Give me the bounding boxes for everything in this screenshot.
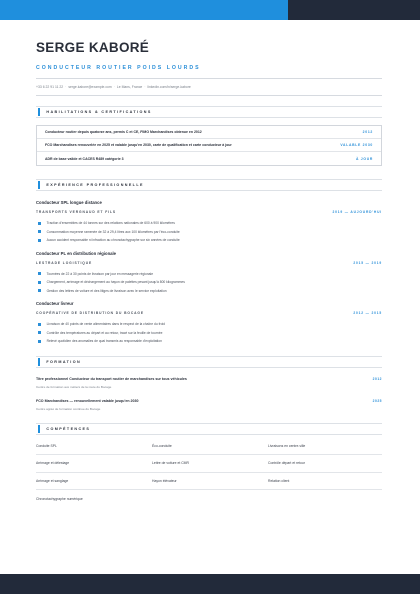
section-header [36, 179, 382, 191]
section-header [36, 423, 382, 435]
bullet-text: Traction d'ensembles de 44 tonnes sur des relations nationales de 600 à 900 kilomètres [46, 221, 175, 226]
skill-item: Livraisons en centre-ville [268, 438, 382, 456]
experience-dates: 2019 — AUJOURD'HUI [332, 210, 382, 214]
experience-section [36, 179, 382, 346]
experience-bullets [38, 270, 382, 296]
skill-item: Lettre de voiture et CMR [152, 455, 268, 473]
education-section [36, 356, 382, 411]
education-year: 2012 [372, 376, 382, 381]
bullet-text: Tournées de 22 à 30 points de livraison par jour en messagerie régionale [46, 271, 154, 276]
education-title: FCO Marchandises — renouvellement valable jusqu'en 2030 [36, 398, 139, 403]
bullet-item [38, 278, 382, 287]
certifications-table [36, 125, 382, 166]
bullet-item [38, 236, 382, 245]
certification-text: FCO Marchandises renouvelée en 2025 et valable jusqu'en 2030, carte de qualification et carte conducteur à jour [45, 143, 232, 147]
experience-entry [36, 301, 382, 346]
square-bullet-icon [38, 340, 41, 343]
bullet-text: Consommation moyenne ramenée de 32 à 29,4 litres aux 100 kilomètres par l'éco-conduite [46, 229, 180, 234]
bottom-dark-band [0, 574, 420, 594]
skills-section [36, 423, 382, 508]
square-bullet-icon [38, 289, 41, 292]
experience-dates: 2015 — 2019 [353, 260, 382, 265]
experience-company: LESTRADE LOGISTIQUE [36, 260, 93, 265]
section-header [36, 106, 382, 118]
experience-role: Conducteur SPL longue distance [36, 200, 102, 205]
certification-text: Conducteur routier depuis quatorze ans, permis C et CE, FIMO Marchandises obtenue en 2012 [45, 130, 202, 134]
section-accent-mark [38, 358, 40, 366]
experience-entry [36, 200, 382, 245]
bullet-item [38, 228, 382, 237]
skill-item: Chronotachygraphe numérique [36, 496, 83, 501]
square-bullet-icon [38, 331, 41, 334]
education-entry [36, 399, 382, 411]
experience-bullets [38, 219, 382, 245]
section-title: FORMATION [46, 359, 82, 364]
certification-row [37, 152, 381, 165]
certification-row [37, 126, 381, 139]
square-bullet-icon [38, 272, 41, 275]
education-year: 2025 [372, 398, 382, 403]
top-color-band [0, 0, 420, 20]
certification-date: À JOUR [355, 156, 373, 161]
top-accent-band [0, 0, 288, 20]
skill-item: Hayon élévateur [152, 473, 268, 491]
certification-date: VALABLE 2030 [340, 143, 373, 147]
skill-item: Contrôle départ et retour [268, 455, 382, 473]
education-header [36, 399, 382, 403]
bullet-item [38, 329, 382, 338]
certification-date: 2012 [362, 130, 373, 134]
certifications-section [36, 106, 382, 166]
bullet-item [38, 287, 382, 296]
skill-item: Éco-conduite [152, 438, 268, 456]
section-header [36, 356, 382, 368]
section-title: HABILITATIONS & CERTIFICATIONS [46, 110, 152, 114]
certification-text: ADR de base valide et CACES R489 catégorie 3 [45, 156, 124, 161]
experience-meta [36, 311, 382, 315]
square-bullet-icon [38, 222, 41, 225]
bullet-text: Chargement, arrimage et déchargement au hayon de palettes pesant jusqu'à 800 kilogrammes [46, 280, 185, 285]
experience-role: Conducteur PL en distribution régionale [36, 250, 116, 256]
education-title: Titre professionnel Conducteur du transport routier de marchandises sur tous véhicules [36, 376, 187, 381]
bullet-text: Aucun accident responsable ni infraction au chronotachygraphe sur six années de conduite [46, 238, 180, 243]
divider [36, 95, 382, 96]
divider [36, 78, 382, 79]
bullet-item [38, 270, 382, 279]
square-bullet-icon [38, 239, 41, 242]
skill-item: Arrimage et délestage [36, 455, 152, 473]
experience-bullets [38, 320, 382, 346]
skill-item: Conduite SPL [36, 438, 152, 456]
separator: · [113, 85, 115, 89]
experience-role: Conducteur livreur [36, 301, 74, 306]
resume-page [36, 20, 382, 508]
certification-row [37, 139, 381, 152]
education-school: Centre agréé de formation continue du Bocage [36, 406, 101, 411]
education-entry [36, 377, 382, 389]
bullet-item [38, 320, 382, 329]
experience-meta [36, 261, 382, 265]
experience-company: TRANSPORTS VERGNAUD ET FILS [36, 210, 116, 214]
square-bullet-icon [38, 230, 41, 233]
experience-entry [36, 251, 382, 296]
bullet-text: Gestion des lettres de voiture et des litiges de livraison avec le service exploitation [46, 288, 167, 293]
square-bullet-icon [38, 323, 41, 326]
experience-meta [36, 210, 382, 214]
section-accent-mark [38, 181, 40, 189]
square-bullet-icon [38, 281, 41, 284]
bullet-text: Contrôle des températures au départ et au retour, tracé sur la feuille de tournée [46, 330, 163, 335]
education-header [36, 377, 382, 381]
section-accent-mark [38, 425, 40, 433]
contact-linkedin[interactable]: linkedin.com/in/serge-kabore [147, 85, 191, 89]
experience-company: COOPÉRATIVE DE DISTRIBUTION DU BOCAGE [36, 311, 144, 315]
section-title: COMPÉTENCES [46, 426, 91, 431]
separator: · [65, 85, 67, 89]
section-title: EXPÉRIENCE PROFESSIONNELLE [46, 183, 144, 187]
section-accent-mark [38, 108, 40, 116]
top-dark-band [288, 0, 420, 20]
job-title: CONDUCTEUR ROUTIER POIDS LOURDS [36, 65, 201, 71]
bullet-text: Livraison de 40 points de vente alimentaires dans le respect de la chaîne du froid [46, 322, 165, 327]
candidate-name: SERGE KABORÉ [36, 40, 150, 55]
experience-dates: 2012 — 2015 [353, 311, 382, 315]
bullet-item [38, 219, 382, 228]
skill-item: Arrimage et sanglage [36, 473, 152, 491]
contact-email[interactable]: serge.kabore@example.com [68, 85, 112, 89]
contact-phone: +33 6 22 91 11 22 [36, 85, 64, 89]
bullet-text: Relevé quotidien des anomalies de quai transmis au responsable d'exploitation [46, 339, 162, 344]
contact-line [36, 85, 382, 89]
skills-grid [36, 438, 382, 508]
separator: · [144, 85, 146, 89]
education-school: Centre de formation aux métiers de la route du Bocage [36, 384, 112, 389]
bullet-item [38, 337, 382, 346]
skill-item: Relation client [268, 473, 382, 491]
contact-location: Le Mans, France [116, 85, 143, 89]
